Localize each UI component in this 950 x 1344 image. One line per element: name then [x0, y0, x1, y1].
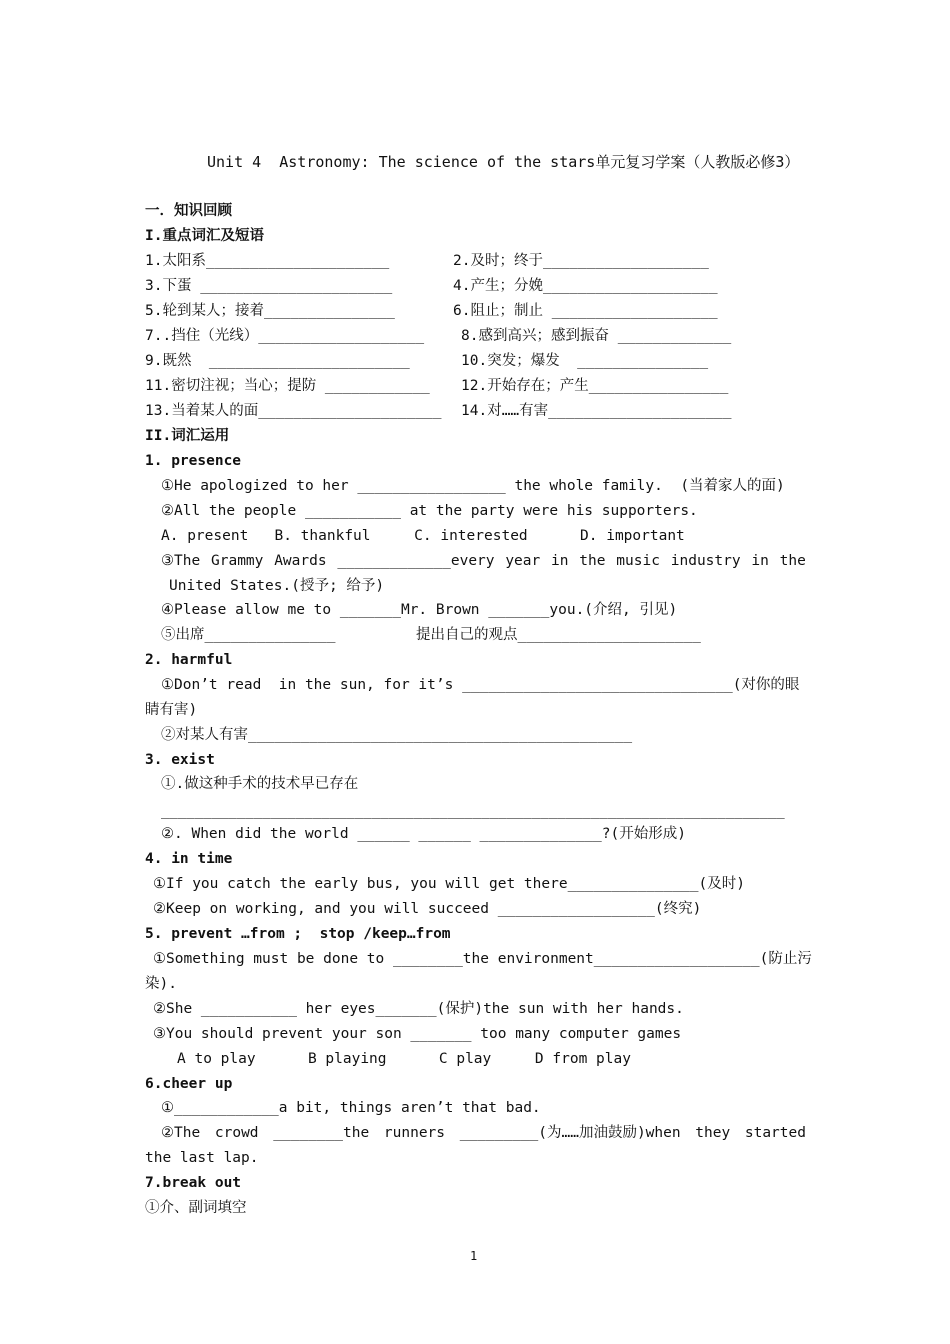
vocab-item: 7..挡住（光线）___________________ — [145, 328, 425, 344]
vocab-item: 13.当着某人的面_____________________ — [145, 403, 442, 419]
word-heading: 1. presence — [145, 453, 242, 469]
exercise-line: ②. When did the world ______ ______ ______________?(开始形成) — [161, 826, 686, 842]
exercise-options: A to play B playing C play D from play — [177, 1051, 631, 1067]
vocab-item: 11.密切注视；当心；提防 ____________ — [145, 378, 430, 394]
vocab-item: 2.及时；终于___________________ — [453, 253, 709, 269]
vocab-item: 1.太阳系_____________________ — [145, 253, 390, 269]
exercise-line: ④Please allow me to _______Mr. Brown _______you.(介绍, 引见) — [161, 602, 678, 618]
exercise-line: 提出自己的观点_____________________ — [416, 627, 701, 643]
vocab-item: 3.下蛋 ______________________ — [145, 278, 393, 294]
word-heading: 7.break out — [145, 1175, 242, 1191]
section-heading: 一．知识回顾 — [145, 203, 232, 219]
word: the — [579, 553, 606, 569]
page-title: Unit 4 Astronomy: The science of the stars单元复习学案（人教版必修3） — [207, 153, 800, 171]
word: ②The — [161, 1125, 201, 1141]
exercise-line: ②对某人有害____________________________________________ — [161, 727, 633, 743]
word-heading: 4. in time — [145, 851, 233, 867]
vocab-item: 10.突发；爆发 _______________ — [461, 353, 709, 369]
vocab-item: 9.既然 _______________________ — [145, 353, 410, 369]
exercise-line: ①He apologized to her _________________ the whole family. (当着家人的面) — [161, 478, 785, 494]
vocab-item: 4.产生；分娩____________________ — [453, 278, 718, 294]
exercise-line: ①Don’t read in the sun, for it’s _______________________________(对你的眼 — [161, 677, 800, 693]
vocab-item: 12.开始存在；产生________________ — [461, 378, 729, 394]
exercise-line: ①Something must be done to ________the environment___________________(防止污 — [153, 951, 812, 967]
part-heading: I.重点词汇及短语 — [145, 228, 264, 244]
word-heading: 5. prevent …from ; stop /keep…from — [145, 926, 451, 942]
vocab-item: 5.轮到某人；接着_______________ — [145, 303, 395, 319]
word: Grammy — [211, 553, 264, 569]
word: industry — [670, 553, 741, 569]
exercise-line: ①If you catch the early bus, you will get there_______________(及时) — [153, 876, 745, 892]
word: _________(为……加油鼓励)when — [459, 1125, 681, 1141]
exercise-line: 染). — [145, 976, 177, 992]
word: music — [616, 553, 660, 569]
word-heading: 3. exist — [145, 752, 215, 768]
word: _____________every — [337, 553, 495, 569]
exercise-line — [161, 551, 806, 571]
word: ________the — [273, 1125, 370, 1141]
exercise-line: ①介、副词填空 — [145, 1200, 247, 1216]
exercise-line: ②Keep on working, and you will succeed __________________(终究) — [153, 901, 702, 917]
exercise-line: ②She ___________ her eyes_______(保护)the sun with her hands. — [153, 1001, 684, 1017]
exercise-line: 睛有害) — [145, 702, 198, 718]
exercise-line — [161, 1123, 806, 1143]
exercise-line: ⑤出席_______________ — [161, 627, 336, 643]
word: crowd — [214, 1125, 259, 1141]
word-heading: 2. harmful — [145, 652, 233, 668]
word: runners — [383, 1125, 446, 1141]
word: in — [551, 553, 569, 569]
vocab-item: 8.感到高兴；感到振奋 _____________ — [461, 328, 732, 344]
word: Awards — [274, 553, 327, 569]
word: in — [751, 553, 769, 569]
word: the — [779, 553, 806, 569]
exercise-line: ②All the people ___________ at the party were his supporters. — [161, 503, 698, 519]
word: started — [744, 1125, 806, 1141]
word: ③The — [161, 553, 201, 569]
word: they — [695, 1125, 731, 1141]
vocab-item: 14.对……有害_____________________ — [461, 403, 732, 419]
exercise-line: United States.(授予; 给予) — [169, 578, 385, 594]
part-heading: II.词汇运用 — [145, 428, 230, 444]
word-heading: 6.cheer up — [145, 1076, 233, 1092]
exercise-options: A. present B. thankful C. interested D. important — [161, 528, 685, 544]
word: year — [505, 553, 541, 569]
vocab-item: 6.阻止；制止 ___________________ — [453, 303, 718, 319]
exercise-line: ③You should prevent your son _______ too many computer games — [153, 1026, 682, 1042]
page-number: 1 — [470, 1249, 478, 1263]
exercise-line: ①____________a bit, things aren’t that bad. — [161, 1100, 541, 1116]
exercise-line: ①.做这种手术的技术早已存在 — [161, 776, 359, 792]
answer-line: __________________________________________________________________________ — [161, 803, 785, 819]
exercise-line: the last lap. — [145, 1150, 259, 1166]
